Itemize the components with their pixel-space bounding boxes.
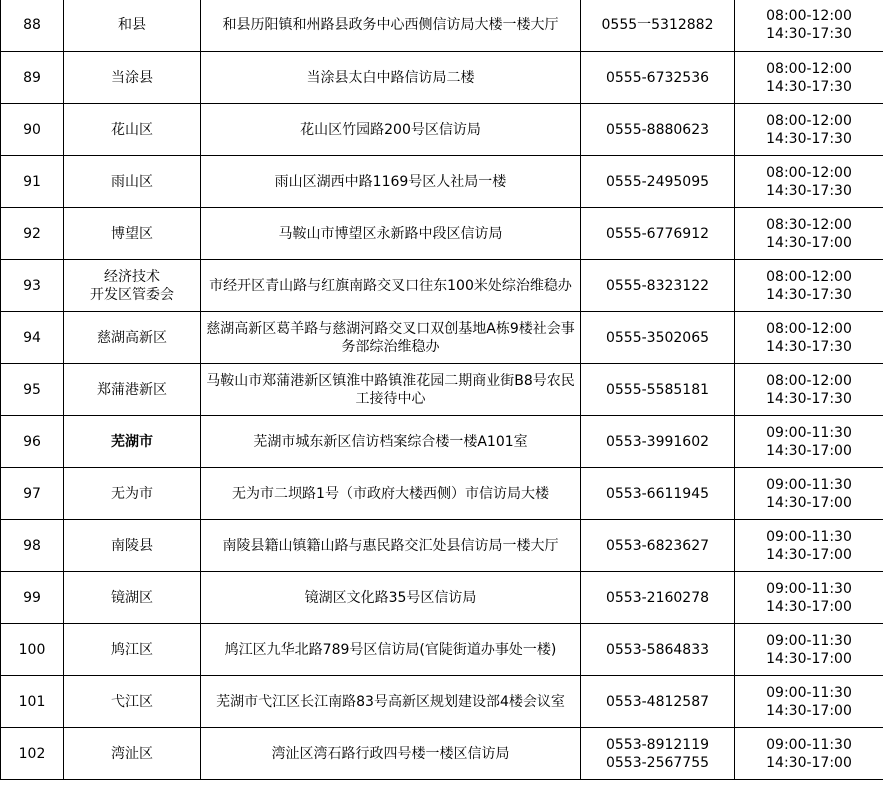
area-name-line: 当涂县 [111,69,153,86]
row-number: 93 [1,260,64,312]
office-hours [735,520,883,572]
phone-number-line: 0553-2160278 [605,589,710,606]
row-number: 92 [1,208,64,260]
row-number: 94 [1,312,64,364]
area-name [64,676,201,728]
area-name-line: 郑蒲港新区 [97,381,167,398]
table-row [1,468,883,520]
phone-number [581,364,735,416]
office-hours-line: 08:00-12:00 [766,60,852,77]
row-number: 101 [1,676,64,728]
area-name-line: 芜湖市 [111,433,153,450]
area-name [64,416,201,468]
office-hours-line: 14:30-17:00 [766,650,852,667]
area-name-line: 慈湖高新区 [97,329,167,346]
phone-number-line: 0555-8323122 [605,277,710,294]
area-name-line: 鸠江区 [111,641,153,658]
table-row [1,156,883,208]
row-number: 99 [1,572,64,624]
area-name [64,572,201,624]
office-hours [735,728,883,780]
area-name [64,364,201,416]
office-address: 鸠江区九华北路789号区信访局(官陡街道办事处一楼) [201,624,581,676]
office-hours [735,52,883,104]
area-name-line: 经济技术 [104,268,160,285]
area-name [64,0,201,52]
office-hours-line: 14:30-17:00 [766,442,852,459]
office-hours [735,208,883,260]
table-row [1,520,883,572]
phone-number [581,520,735,572]
office-hours [735,624,883,676]
table-row [1,104,883,156]
table-row [1,676,883,728]
phone-number-line: 0555-6732536 [605,69,710,86]
row-number: 97 [1,468,64,520]
office-hours [735,156,883,208]
area-name-line: 南陵县 [111,537,153,554]
area-name-line: 花山区 [111,121,153,138]
phone-number-line: 0555-6776912 [605,225,710,242]
area-name [64,156,201,208]
office-hours-line: 09:00-11:30 [766,476,852,493]
office-hours-line: 08:00-12:00 [766,164,852,181]
phone-number [581,728,735,780]
phone-number [581,312,735,364]
row-number: 100 [1,624,64,676]
area-name-line: 弋江区 [111,693,153,710]
area-name [64,104,201,156]
office-hours-line: 14:30-17:00 [766,754,852,771]
office-hours [735,312,883,364]
office-hours-line: 08:30-12:00 [766,216,852,233]
row-number: 90 [1,104,64,156]
table-row [1,0,883,52]
office-hours-line: 09:00-11:30 [766,528,852,545]
table-row [1,728,883,780]
table-body [1,0,883,780]
area-name [64,260,201,312]
area-name-line: 湾沚区 [111,745,153,762]
office-hours-line: 14:30-17:30 [766,286,852,303]
office-hours-line: 14:30-17:00 [766,702,852,719]
office-hours-line: 08:00-12:00 [766,112,852,129]
office-address: 和县历阳镇和州路县政务中心西侧信访局大楼一楼大厅 [201,0,581,52]
row-number: 98 [1,520,64,572]
office-hours-line: 14:30-17:30 [766,26,852,42]
office-hours [735,416,883,468]
phone-number-line: 0555-2495095 [605,173,710,190]
office-hours-line: 08:00-12:00 [766,8,852,24]
phone-number [581,676,735,728]
office-address: 市经开区青山路与红旗南路交叉口往东100米处综治维稳办 [201,260,581,312]
office-hours-line: 08:00-12:00 [766,372,852,389]
office-hours [735,0,883,52]
area-name-line: 开发区管委会 [90,286,174,303]
area-name [64,520,201,572]
phone-number [581,468,735,520]
phone-number [581,104,735,156]
area-name-line: 和县 [118,17,146,33]
office-hours-line: 14:30-17:30 [766,390,852,407]
office-address: 湾沚区湾石路行政四号楼一楼区信访局 [201,728,581,780]
row-number: 88 [1,0,64,52]
office-hours-line: 08:00-12:00 [766,268,852,285]
area-name [64,208,201,260]
office-hours [735,676,883,728]
office-hours-line: 08:00-12:00 [766,320,852,337]
office-address: 马鞍山市郑蒲港新区镇淮中路镇淮花园二期商业街B8号农民工接待中心 [201,364,581,416]
phone-number-line: 0555-5585181 [605,381,710,398]
area-name [64,624,201,676]
table-row [1,312,883,364]
area-name-line: 雨山区 [111,173,153,190]
office-hours-line: 14:30-17:00 [766,234,852,251]
office-hours-line: 14:30-17:30 [766,78,852,95]
table-row [1,208,883,260]
office-hours [735,364,883,416]
office-hours-line: 14:30-17:30 [766,182,852,199]
office-hours-line: 09:00-11:30 [766,632,852,649]
office-address: 镜湖区文化路35号区信访局 [201,572,581,624]
table-row [1,624,883,676]
office-hours-line: 09:00-11:30 [766,424,852,441]
phone-number-line: 0553-6823627 [605,537,710,554]
office-address: 芜湖市弋江区长江南路83号高新区规划建设部4楼会议室 [201,676,581,728]
phone-number-line: 0555一5312882 [601,17,714,33]
office-hours-line: 09:00-11:30 [766,580,852,597]
phone-number-line: 0553-6611945 [605,485,710,502]
row-number: 95 [1,364,64,416]
office-address: 当涂县太白中路信访局二楼 [201,52,581,104]
office-address: 慈湖高新区葛羊路与慈湖河路交叉口双创基地A栋9楼社会事务部综治维稳办 [201,312,581,364]
office-address: 无为市二坝路1号（市政府大楼西侧）市信访局大楼 [201,468,581,520]
office-hours [735,104,883,156]
phone-number [581,260,735,312]
area-name [64,468,201,520]
office-hours-line: 09:00-11:30 [766,684,852,701]
office-hours-line: 09:00-11:30 [766,736,852,753]
office-hours [735,572,883,624]
phone-number [581,0,735,52]
row-number: 96 [1,416,64,468]
table-row [1,52,883,104]
office-address: 南陵县籍山镇籍山路与惠民路交汇处县信访局一楼大厅 [201,520,581,572]
phone-number [581,416,735,468]
phone-number-line: 0553-8912119 [605,736,710,753]
office-hours [735,260,883,312]
phone-number-line: 0553-2567755 [605,754,710,771]
table-row [1,416,883,468]
office-address: 雨山区湖西中路1169号区人社局一楼 [201,156,581,208]
row-number: 102 [1,728,64,780]
office-address: 芜湖市城东新区信访档案综合楼一楼A101室 [201,416,581,468]
office-address: 马鞍山市博望区永新路中段区信访局 [201,208,581,260]
phone-number [581,572,735,624]
table-row [1,572,883,624]
phone-number-line: 0553-3991602 [605,433,710,450]
phone-number [581,624,735,676]
phone-number [581,208,735,260]
office-hours [735,468,883,520]
office-hours-line: 14:30-17:00 [766,598,852,615]
area-name [64,312,201,364]
row-number: 89 [1,52,64,104]
office-address: 花山区竹园路200号区信访局 [201,104,581,156]
phone-number [581,156,735,208]
phone-number-line: 0555-8880623 [605,121,710,138]
phone-number-line: 0553-4812587 [605,693,710,710]
office-hours-line: 14:30-17:00 [766,494,852,511]
office-hours-line: 14:30-17:30 [766,338,852,355]
area-name-line: 无为市 [111,485,153,502]
area-name-line: 博望区 [111,225,153,242]
area-name-line: 镜湖区 [111,589,153,606]
office-hours-line: 14:30-17:30 [766,130,852,147]
phone-number-line: 0553-5864833 [605,641,710,658]
phone-number [581,52,735,104]
table-row [1,364,883,416]
area-name [64,728,201,780]
phone-number-line: 0555-3502065 [605,329,710,346]
table-row [1,260,883,312]
area-name [64,52,201,104]
office-hours-line: 14:30-17:00 [766,546,852,563]
row-number: 91 [1,156,64,208]
